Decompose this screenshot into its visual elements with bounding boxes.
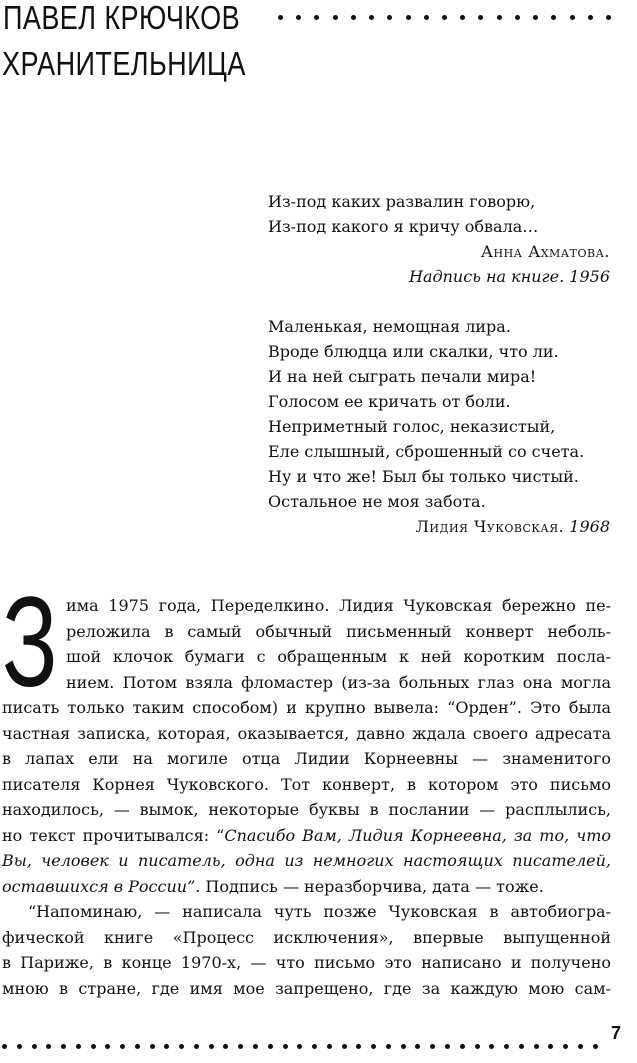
text-line: реложила в самый обычный письменный конверт неболь- bbox=[66, 621, 611, 641]
leader-dot bbox=[606, 15, 611, 20]
text-line: в Париже, в конце 1970-х, — что письмо это написано и получено bbox=[2, 953, 611, 972]
leader-dot bbox=[120, 1044, 125, 1049]
leader-dot bbox=[342, 1044, 347, 1049]
leader-dot bbox=[401, 1044, 406, 1049]
epigraph-line: Из-под каких развалин говорю, bbox=[268, 192, 536, 211]
leader-dot bbox=[238, 1044, 243, 1049]
leader-dot bbox=[415, 1044, 420, 1049]
text-line bbox=[2, 874, 611, 900]
text-line bbox=[2, 823, 611, 849]
author-name: ПАВЕЛ КРЮЧКОВ bbox=[3, 0, 241, 36]
epigraph-line: Маленькая, немощная лира. bbox=[268, 317, 511, 336]
leader-dot bbox=[105, 1044, 110, 1049]
epigraph-chukovskaya bbox=[268, 314, 610, 539]
leader-dot bbox=[253, 1044, 258, 1049]
leader-dot bbox=[588, 15, 593, 20]
leader-dot bbox=[61, 1044, 66, 1049]
text-run: но текст прочитывался: “ bbox=[2, 825, 225, 845]
epigraph-line: И на ней сыграть печали мира! bbox=[268, 367, 537, 386]
leader-dot bbox=[32, 1044, 37, 1049]
epigraph-line: Голосом ее кричать от боли. bbox=[268, 392, 511, 411]
leader-dot bbox=[369, 15, 374, 20]
paragraph-1-indented bbox=[66, 593, 611, 695]
quoted-letter: оставшихся в России”. bbox=[2, 876, 201, 896]
leader-dot bbox=[551, 15, 556, 20]
chapter-title: ХРАНИТЕЛЬНИЦА bbox=[2, 45, 246, 82]
leader-dot bbox=[478, 15, 483, 20]
paragraph-1-full bbox=[2, 695, 611, 899]
text-line: “Напоминаю, — написала чуть позже Чуковская в автобиогра- bbox=[28, 902, 611, 921]
epigraph-line: Неприметный голос, неказистый, bbox=[268, 417, 556, 436]
leader-dot bbox=[445, 1044, 450, 1049]
epigraph-line: Остальное не моя забота. bbox=[268, 492, 486, 511]
page-number: 7 bbox=[611, 1023, 622, 1043]
leader-dot bbox=[578, 1044, 583, 1049]
quoted-letter-line: Вы, человек и писатель, одна из немногих настоящих писателей, bbox=[2, 851, 611, 870]
leader-dot bbox=[406, 15, 411, 20]
leader-dot bbox=[46, 1044, 51, 1049]
leader-dot bbox=[548, 1044, 553, 1049]
leader-dot bbox=[430, 1044, 435, 1049]
epigraph-attribution bbox=[268, 514, 610, 539]
epigraph-attribution-year: 1968 bbox=[569, 517, 610, 536]
paragraph-2 bbox=[2, 899, 611, 1001]
leader-dot bbox=[314, 15, 319, 20]
leader-dot bbox=[91, 1044, 96, 1049]
leader-dot bbox=[515, 15, 520, 20]
leader-dot bbox=[563, 1044, 568, 1049]
leader-dot bbox=[570, 15, 575, 20]
epigraph-akhmatova bbox=[268, 189, 610, 289]
leader-dot bbox=[475, 1044, 480, 1049]
leader-dot bbox=[194, 1044, 199, 1049]
footer-dotted-leader bbox=[2, 1035, 598, 1057]
leader-dot bbox=[504, 1044, 509, 1049]
epigraph-attribution-name: Анна Ахматова. bbox=[480, 242, 610, 261]
leader-dot bbox=[593, 1044, 598, 1049]
leader-dot bbox=[442, 15, 447, 20]
leader-dot bbox=[533, 15, 538, 20]
leader-dot bbox=[489, 1044, 494, 1049]
leader-dot bbox=[76, 1044, 81, 1049]
epigraph-line: Из-под какого я кричу обвала… bbox=[268, 217, 539, 236]
text-run: Подпись — неразборчива, дата — тоже. bbox=[200, 876, 544, 896]
leader-dot bbox=[497, 15, 502, 20]
epigraph-line: Ну и что же! Был бы только чистый. bbox=[268, 467, 579, 486]
text-line: находилось, — вымок, некоторые буквы в послании — расплылись, bbox=[2, 800, 611, 819]
leader-dot bbox=[519, 1044, 524, 1049]
leader-dot bbox=[297, 1044, 302, 1049]
text-line: шой клочок бумаги с обращенным к ней коротким посла- bbox=[66, 647, 611, 666]
text-line: писателя Корнея Чуковского. Тот конверт, в котором это письмо bbox=[2, 774, 611, 794]
leader-dot bbox=[460, 1044, 465, 1049]
leader-dot bbox=[164, 1044, 169, 1049]
epigraph-attribution-source: Надпись на книге. 1956 bbox=[408, 267, 610, 286]
leader-dot bbox=[150, 1044, 155, 1049]
leader-dot bbox=[371, 1044, 376, 1049]
leader-dot bbox=[278, 15, 283, 20]
leader-dot bbox=[327, 1044, 332, 1049]
text-line: в лапах ели на могиле отца Лидии Корнеевны — знаменитого bbox=[2, 749, 611, 768]
text-line: частная записка, которая, оказывается, давно ждала своего адресата bbox=[2, 723, 611, 743]
text-line: писать только таким способом) и крупно вывела: “Орден”. Это была bbox=[2, 698, 611, 717]
leader-dot bbox=[17, 1044, 22, 1049]
epigraph-attribution-name: Лидия Чуковская. bbox=[415, 517, 565, 536]
quoted-letter: Спасибо Вам, Лидия Корнеевна, за то, что bbox=[224, 825, 612, 845]
drop-cap: З bbox=[2, 571, 58, 714]
leader-dot bbox=[386, 1044, 391, 1049]
leader-dot bbox=[296, 15, 301, 20]
leader-dot bbox=[209, 1044, 214, 1049]
epigraph-line: Вроде блюдца или скалки, что ли. bbox=[268, 342, 559, 361]
text-line: фической книге «Процесс исключения», впервые выпущенной bbox=[2, 927, 611, 947]
leader-dot bbox=[135, 1044, 140, 1049]
leader-dot bbox=[223, 1044, 228, 1049]
leader-dot bbox=[351, 15, 356, 20]
leader-dot bbox=[460, 15, 465, 20]
text-line: нием. Потом взяла фломастер (из-за больных глаз она могла bbox=[66, 672, 611, 692]
leader-dot bbox=[268, 1044, 273, 1049]
text-line: мною в стране, где имя мое запрещено, где за каждую мою сам- bbox=[2, 978, 611, 998]
header-dotted-leader bbox=[278, 6, 611, 28]
leader-dot bbox=[534, 1044, 539, 1049]
leader-dot bbox=[2, 1044, 7, 1049]
leader-dot bbox=[179, 1044, 184, 1049]
leader-dot bbox=[283, 1044, 288, 1049]
text-line: има 1975 года, Переделкино. Лидия Чуковская бережно пе- bbox=[66, 596, 611, 615]
leader-dot bbox=[333, 15, 338, 20]
leader-dot bbox=[424, 15, 429, 20]
leader-dot bbox=[356, 1044, 361, 1049]
epigraph-line: Еле слышный, сброшенный со счета. bbox=[268, 442, 585, 461]
leader-dot bbox=[387, 15, 392, 20]
leader-dot bbox=[312, 1044, 317, 1049]
